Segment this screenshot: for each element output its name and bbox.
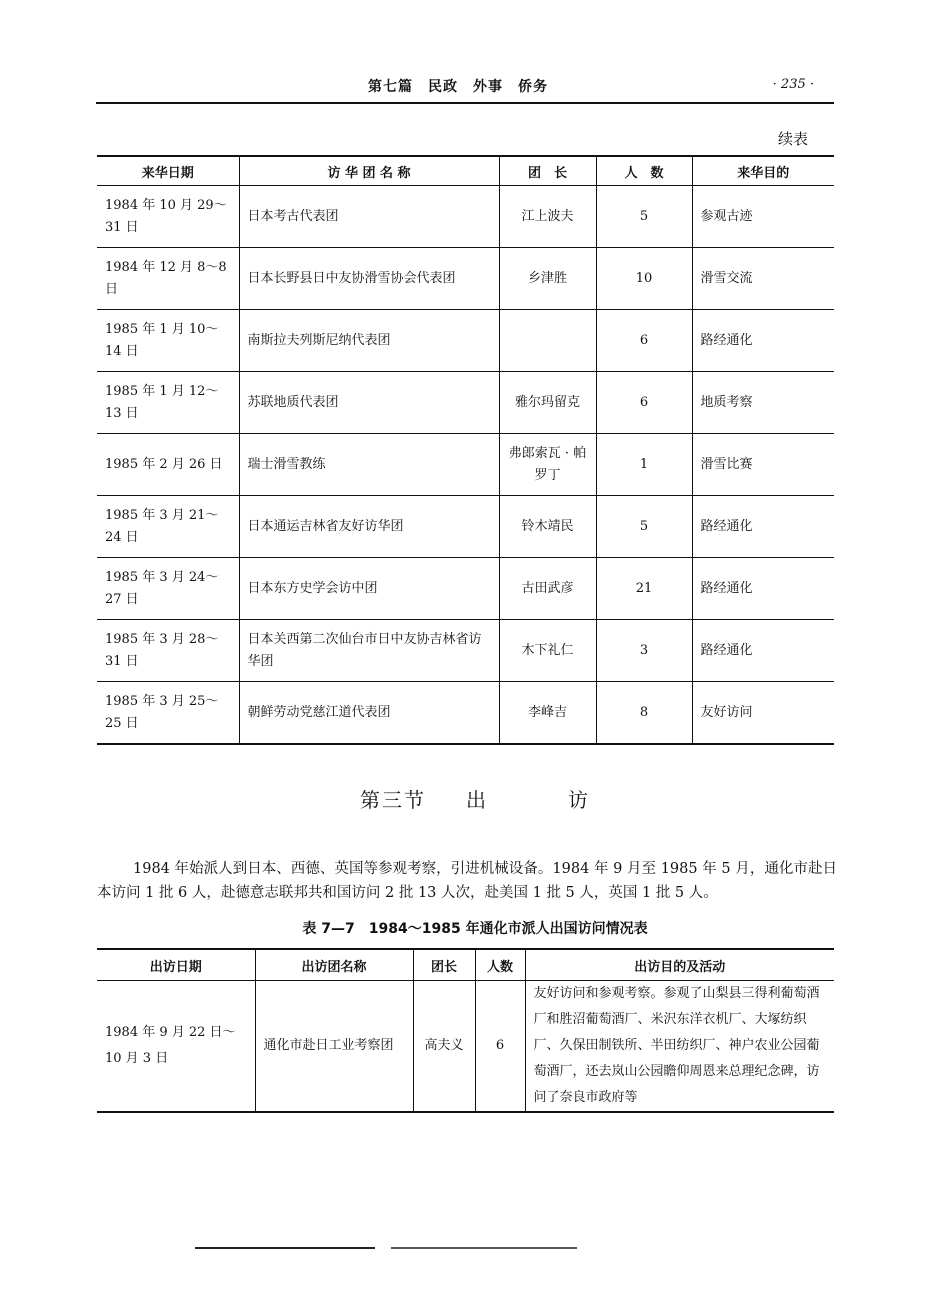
section-title-part-2: 访 — [568, 788, 590, 812]
leader: 江上波夫 — [499, 186, 596, 248]
page-number: · 235 · — [772, 77, 814, 92]
purpose: 路经通化 — [692, 310, 834, 372]
table-row — [97, 248, 834, 310]
count: 21 — [596, 558, 692, 620]
body-paragraph: 1984 年始派人到日本、西德、英国等参观考察，引进机械设备。1984 年 9 月至 1985 年 5 月，通化市赴日本访问 1 批 6 人，赴德意志联邦共和国访问 2 批 13 人次，赴美国 1 批 5 人，英国 1 批 5 人。 — [97, 860, 837, 901]
section-prefix: 第三节 — [360, 788, 426, 812]
visit-date: 1985 年 3 月 24～27 日 — [97, 558, 239, 620]
trip-count: 6 — [475, 981, 525, 1113]
column-header: 人 数 — [596, 156, 692, 186]
table-row — [97, 981, 834, 1113]
table-row — [97, 558, 834, 620]
section-title — [0, 784, 950, 813]
table-row — [97, 372, 834, 434]
visit-date: 1985 年 3 月 21～24 日 — [97, 496, 239, 558]
delegation-name: 日本长野县日中友协滑雪协会代表团 — [239, 248, 499, 310]
delegation-name: 瑞士滑雪教练 — [239, 434, 499, 496]
column-header: 出访日期 — [97, 949, 255, 981]
purpose: 滑雪交流 — [692, 248, 834, 310]
trip-date: 1984 年 9 月 22 日～10 月 3 日 — [97, 981, 255, 1113]
leader: 古田武彦 — [499, 558, 596, 620]
header-title: 第七篇 民政 外事 侨务 — [368, 79, 548, 95]
delegation-name: 南斯拉夫列斯尼纳代表团 — [239, 310, 499, 372]
delegation-name: 朝鲜劳动党慈江道代表团 — [239, 682, 499, 745]
table-row — [97, 434, 834, 496]
column-header: 团长 — [413, 949, 475, 981]
purpose: 路经通化 — [692, 496, 834, 558]
count: 6 — [596, 310, 692, 372]
table-row — [97, 186, 834, 248]
column-header: 来华日期 — [97, 156, 239, 186]
purpose: 路经通化 — [692, 620, 834, 682]
page-header — [96, 74, 834, 104]
count: 5 — [596, 186, 692, 248]
count: 5 — [596, 496, 692, 558]
count: 1 — [596, 434, 692, 496]
column-header: 来华目的 — [692, 156, 834, 186]
purpose: 友好访问 — [692, 682, 834, 745]
visit-date: 1984 年 10 月 29～31 日 — [97, 186, 239, 248]
visit-date: 1984 年 12 月 8～8 日 — [97, 248, 239, 310]
visit-date: 1985 年 3 月 25～25 日 — [97, 682, 239, 745]
purpose: 参观古迹 — [692, 186, 834, 248]
trips-table — [97, 948, 834, 1113]
table-row — [97, 496, 834, 558]
count: 10 — [596, 248, 692, 310]
table-header-row — [97, 949, 834, 981]
delegation-name: 日本考古代表团 — [239, 186, 499, 248]
visits-table — [97, 155, 834, 745]
delegation-name: 日本通运吉林省友好访华团 — [239, 496, 499, 558]
purpose: 滑雪比赛 — [692, 434, 834, 496]
visit-date: 1985 年 3 月 28～31 日 — [97, 620, 239, 682]
delegation-name: 日本关西第二次仙台市日中友协吉林省访华团 — [239, 620, 499, 682]
column-header: 团 长 — [499, 156, 596, 186]
visit-date: 1985 年 1 月 12～13 日 — [97, 372, 239, 434]
count: 6 — [596, 372, 692, 434]
count: 3 — [596, 620, 692, 682]
trip-purpose: 友好访问和参观考察。参观了山梨县三得利葡萄酒厂和胜沼葡萄酒厂、米沢东洋衣机厂、大塚纺织厂、久保田制铁所、半田纺织厂、神户农业公园葡萄酒厂，还去岚山公园瞻仰周恩来总理纪念碑，访问了奈良市政府等 — [525, 981, 834, 1113]
delegation-name: 苏联地质代表团 — [239, 372, 499, 434]
table-caption: 表 7—7 1984～1985 年通化市派人出国访问情况表 — [302, 921, 648, 937]
visit-date: 1985 年 2 月 26 日 — [97, 434, 239, 496]
purpose: 地质考察 — [692, 372, 834, 434]
table-row — [97, 310, 834, 372]
trip-delegation-name: 通化市赴日工业考察团 — [255, 981, 413, 1113]
purpose: 路经通化 — [692, 558, 834, 620]
table-row — [97, 620, 834, 682]
continued-label: 续表 — [778, 130, 809, 148]
leader: 雅尔玛留克 — [499, 372, 596, 434]
leader: 李峰吉 — [499, 682, 596, 745]
visit-date: 1985 年 1 月 10～14 日 — [97, 310, 239, 372]
column-header: 访 华 团 名 称 — [239, 156, 499, 186]
leader: 弗郎索瓦 · 帕罗丁 — [499, 434, 596, 496]
column-header: 人数 — [475, 949, 525, 981]
column-header: 出访团名称 — [255, 949, 413, 981]
table-header-row — [97, 156, 834, 186]
delegation-name: 日本东方史学会访中团 — [239, 558, 499, 620]
trip-leader: 高夫义 — [413, 981, 475, 1113]
leader: 木下礼仁 — [499, 620, 596, 682]
leader: 铃木靖民 — [499, 496, 596, 558]
bottom-rule — [195, 1247, 577, 1249]
section-title-part-1: 出 — [466, 788, 488, 812]
column-header: 出访目的及活动 — [525, 949, 834, 981]
leader: 乡津胜 — [499, 248, 596, 310]
table-row — [97, 682, 834, 745]
leader — [499, 310, 596, 372]
count: 8 — [596, 682, 692, 745]
